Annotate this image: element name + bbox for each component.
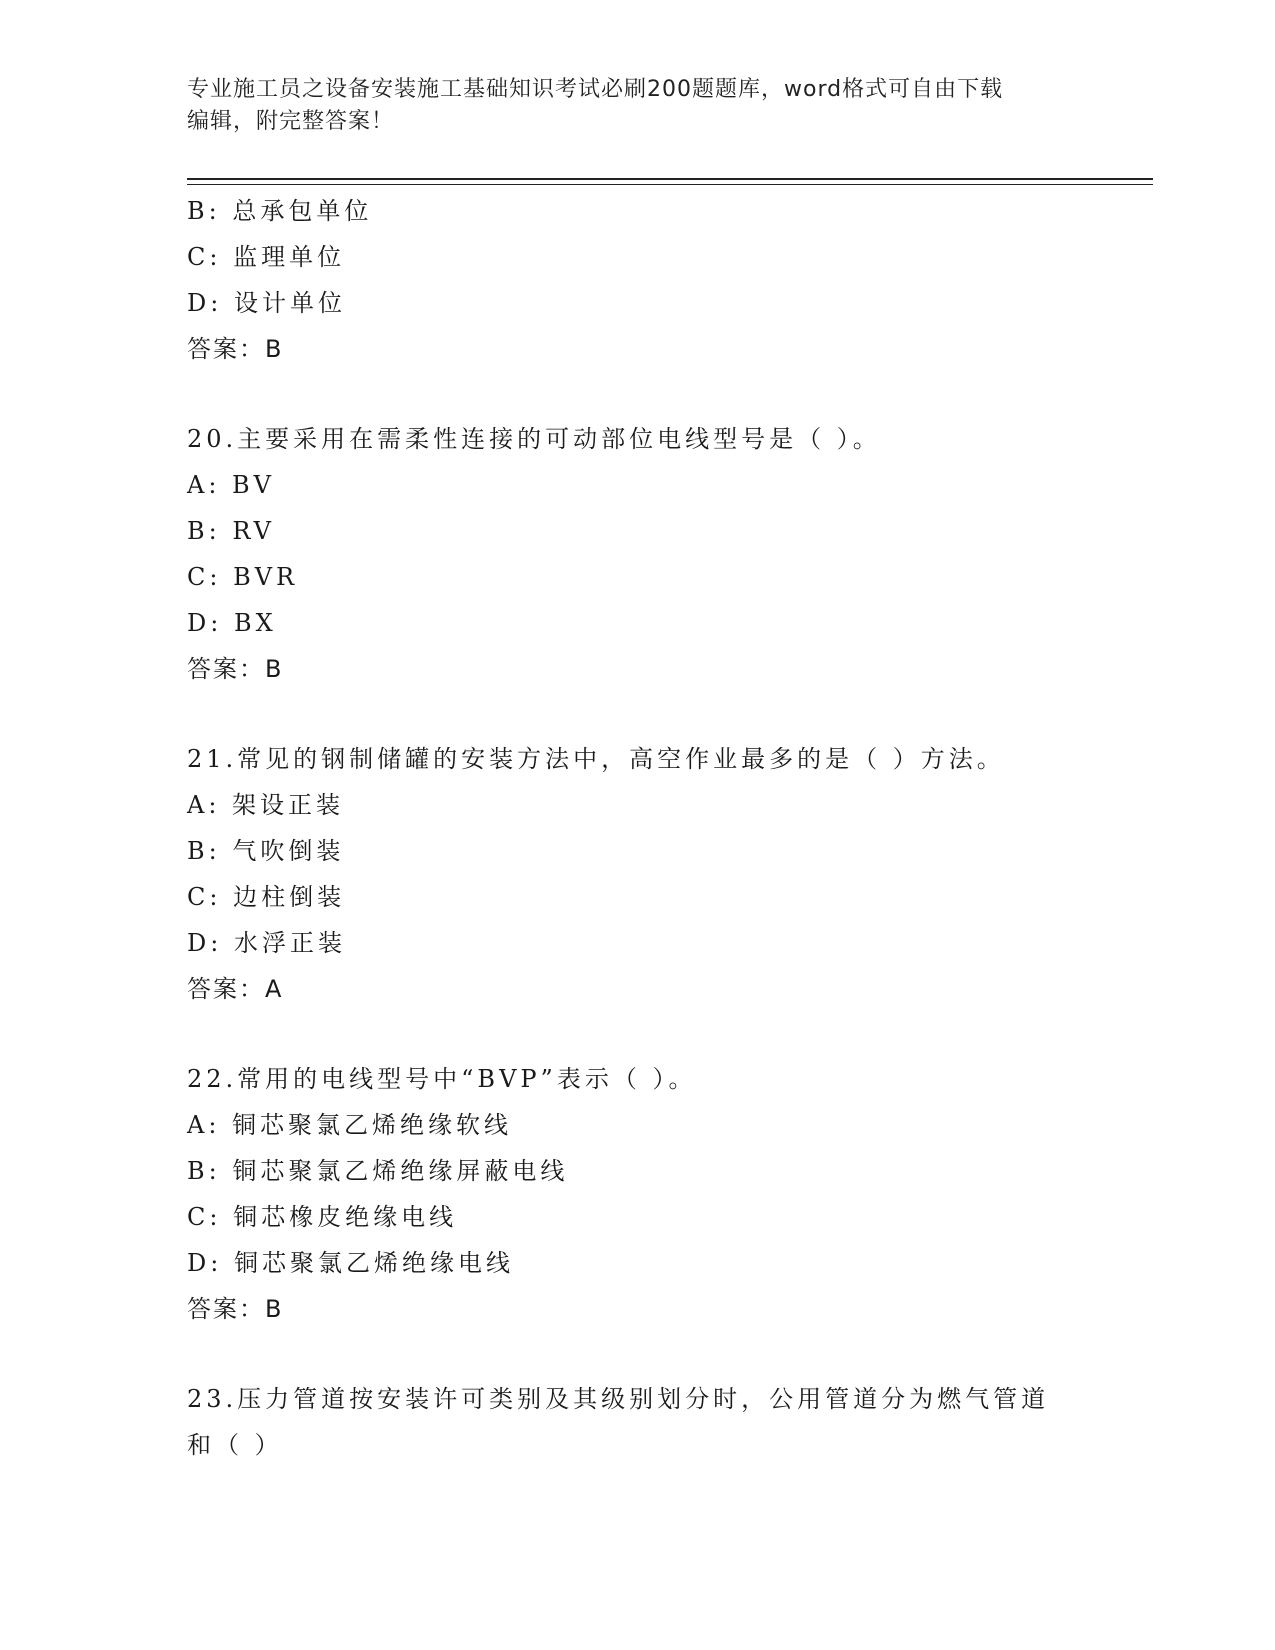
document-header [187, 74, 1087, 138]
spacer [187, 1332, 1087, 1376]
q21-option-d: D: 水浮正装 [187, 929, 346, 957]
q20-answer: 答案：B [187, 655, 284, 683]
header-divider-thin [187, 184, 1153, 185]
q20-stem: 20.主要采用在需柔性连接的可动部位电线型号是（ ）。 [187, 425, 881, 453]
spacer [187, 372, 1087, 416]
header-title-line1: 专业施工员之设备安装施工基础知识考试必刷200题题库，word格式可自由下载 [187, 77, 1004, 102]
q21-stem: 21.常见的钢制储罐的安装方法中，高空作业最多的是（ ）方法。 [187, 745, 1005, 773]
q22-answer: 答案：B [187, 1295, 284, 1323]
q22-option-d: D: 铜芯聚氯乙烯绝缘电线 [187, 1249, 514, 1277]
q19-option-d: D: 设计单位 [187, 289, 346, 317]
question-23 [187, 1376, 1087, 1468]
q22-option-a: A: 铜芯聚氯乙烯绝缘软线 [187, 1111, 513, 1139]
q20-option-c: C: BVR [187, 563, 299, 591]
q22-option-c: C: 铜芯橡皮绝缘电线 [187, 1203, 458, 1231]
header-title-line2: 编辑，附完整答案！ [187, 109, 395, 134]
q20-option-b: B: RV [187, 517, 275, 545]
q21-option-c: C: 边柱倒装 [187, 883, 346, 911]
question-list [187, 188, 1087, 1468]
q21-answer: 答案：A [187, 975, 284, 1003]
question-19-continued [187, 188, 1087, 372]
q20-option-a: A: BV [187, 471, 276, 499]
question-20 [187, 416, 1087, 692]
q22-stem: 22.常用的电线型号中“BVP”表示（ ）。 [187, 1065, 697, 1093]
q20-option-d: D: BX [187, 609, 277, 637]
spacer [187, 1012, 1087, 1056]
header-divider-thick [187, 178, 1153, 180]
q23-stem-line1: 23.压力管道按安装许可类别及其级别划分时，公用管道分为燃气管道 [187, 1385, 1050, 1413]
q19-option-b: B: 总承包单位 [187, 197, 373, 225]
q22-option-b: B: 铜芯聚氯乙烯绝缘屏蔽电线 [187, 1157, 569, 1185]
spacer [187, 692, 1087, 736]
q23-stem-line2: 和（ ） [187, 1431, 283, 1459]
q21-option-a: A: 架设正装 [187, 791, 345, 819]
q21-option-b: B: 气吹倒装 [187, 837, 345, 865]
q19-option-c: C: 监理单位 [187, 243, 346, 271]
q19-answer: 答案：B [187, 335, 284, 363]
question-21 [187, 736, 1087, 1012]
question-22 [187, 1056, 1087, 1332]
